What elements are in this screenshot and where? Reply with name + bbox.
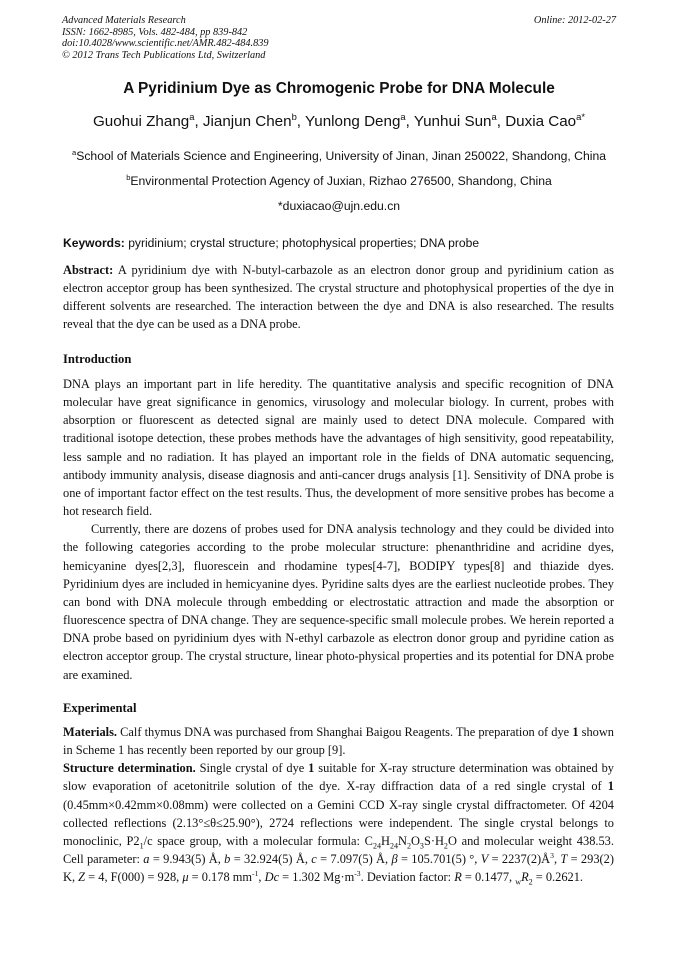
text-run: = 0.1477, (461, 870, 516, 885)
paper-title: A Pyridinium Dye as Chromogenic Probe for DNA Molecule (123, 80, 555, 97)
author-name: Jianjun Chen (202, 113, 292, 130)
materials-label: Materials. (63, 725, 118, 739)
subscript: 1 (139, 841, 144, 851)
superscript: 3 (550, 850, 554, 860)
author-name: Yunhui Sun (413, 113, 492, 130)
online-date: Online: 2012-02-27 (533, 15, 616, 26)
issn-line: ISSN: 1662-8985, Vols. 482-484, pp 839-842 (62, 26, 248, 38)
structure-paragraph (63, 759, 614, 886)
text-run: = 2237(2)Å (488, 852, 551, 867)
affiliation-a (0, 149, 678, 163)
text-run: = 9.943(5) Å, (149, 852, 225, 867)
symbol: b (224, 852, 231, 867)
subscript: 2 (443, 841, 448, 851)
paragraph: DNA plays an important part in life heredity. The quantitative analysis and specific recognition of DNA molecular have great significance in genomics, virusology and molecular biology. In current, probes with absorption or fluorescent as detected signal are mainly used to detect DNA molecule. Compared with traditional isotope detection, these probes methods have the advantages of high sensitivity, good repeatability, less sample and no radiation. It has played an important role in the fields of DNA automatic sequencing, antibody immunity analysis, disease diagnosis and anti-cancer drugs analysis [1]. Sensitivity of DNA probe is one of important factor effect on the test results. Thus, the development of more sensitive probes has become a hot research field. (63, 377, 614, 519)
author-separator: , (194, 113, 203, 130)
affiliation-text: School of Materials Science and Engineering, University of Jinan, Jinan 250022, Shandong, China (76, 149, 606, 163)
author-name: Yunlong Deng (304, 113, 401, 130)
keywords-text: pyridinium; crystal structure; photophysical properties; DNA probe (124, 236, 480, 250)
abstract-label: Abstract: (63, 263, 114, 277)
symbol: R (521, 870, 529, 885)
text-run: = 4, F(000) = 928, (85, 870, 183, 885)
affiliation-b (0, 174, 678, 188)
author-separator: , (405, 113, 414, 130)
paragraph: Currently, there are dozens of probes used for DNA analysis technology and they could be divided into the following categories according to the probe molecular structure: phenanthridine and acridine dyes, hemicyanine dyes[2,3], fluorescein and rhodamine types[4-7], BODIPY types[8] and thiazide dyes. Pyridinium dyes are included in hemicyanine dyes. Pyridine salts dyes are the earliest nucleotide probes. They can bond with DNA molecule through embedding or electrostatic attraction and made the absorption or fluorescence spectra of DNA change. They are sequence-specific small molecule probes. We herein reported a DNA probe based on pyridinium dyes with N-ethyl carbazole as electron donor group and pyridine cation as electron acceptor group. The crystal structure, linear photo-physical properties and its potential for DNA probe are examined. (63, 522, 614, 682)
author-affiliation-mark: b (291, 110, 297, 122)
subscript: 24 (389, 841, 398, 851)
affiliation-text: Environmental Protection Agency of Juxian, Rizhao 276500, Shandong, China (130, 174, 552, 188)
text-run: /c space group, with a molecular formula: C (143, 833, 373, 848)
superscript: -3 (354, 869, 361, 879)
text-run: Calf thymus DNA was purchased from Shanghai Baigou Reagents. The preparation of dye (117, 725, 573, 739)
text-run: , (553, 852, 561, 867)
abstract (63, 261, 614, 334)
text-run: S·H (423, 833, 444, 848)
author-affiliation-mark: a* (576, 110, 586, 122)
experimental-body (63, 723, 614, 886)
materials-paragraph (63, 723, 614, 759)
section-heading-experimental: Experimental (63, 701, 137, 715)
text-run: O (410, 833, 420, 848)
symbol: a (143, 852, 150, 867)
text-run: O and molecular weight 438.53. Cell parameter: (63, 833, 614, 867)
text-run: = 32.924(5) Å, (230, 852, 312, 867)
compound-number: 1 (572, 725, 579, 739)
author-affiliation-mark: a (491, 110, 497, 122)
affiliation-mark: b (126, 172, 131, 182)
copyright-line: © 2012 Trans Tech Publications Ltd, Switzerland (62, 49, 266, 61)
corresponding-email[interactable]: *duxiacao@ujn.edu.cn (277, 199, 401, 213)
affiliation-mark: a (71, 147, 77, 157)
symbol: β (391, 852, 398, 867)
text-run: shown in Scheme 1 has recently been reported by our group [9]. (63, 725, 614, 758)
text-run: suitable for X-ray structure determination was obtained by slow evaporation of acetonitrile solution of the dye. X-ray diffraction data of a red single crystal of (63, 761, 614, 794)
journal-header (62, 15, 269, 61)
subscript: 3 (419, 841, 424, 851)
abstract-text: A pyridinium dye with N-butyl-carbazole as an electron donor group and pyridinium cation as electron acceptor group has been synthesized. The crystal structure and photophysical properties of the dye in different solvents are researched. The interaction between the dye and DNA is also researched. The results reveal that the dye can be used as a DNA probe. (63, 263, 614, 332)
text-run: = 7.097(5) Å, (316, 852, 392, 867)
text-run: . Deviation factor: (360, 870, 455, 885)
introduction-body (63, 375, 614, 684)
text-run: Single crystal of dye (195, 761, 309, 776)
text-run: = 0.2621. (532, 870, 584, 885)
symbol: c (311, 852, 317, 867)
author-separator: , (296, 113, 305, 130)
compound-number: 1 (607, 779, 614, 794)
text-run: = 1.302 Mg·m (279, 870, 355, 885)
structure-label: Structure determination. (63, 761, 196, 776)
author-name: Guohui Zhang (92, 113, 190, 130)
symbol: T (560, 852, 568, 867)
keywords-label: Keywords: (63, 236, 125, 250)
subscript: 24 (372, 841, 381, 851)
text-run: = 0.178 mm (188, 870, 253, 885)
subscript: w (515, 877, 522, 887)
text-run: = 105.701(5) °, (397, 852, 481, 867)
keywords (63, 236, 479, 250)
section-heading-introduction: Introduction (63, 352, 132, 366)
symbol: Z (78, 870, 86, 885)
symbol: μ (182, 870, 189, 885)
subscript: 2 (406, 841, 411, 851)
text-run: , (258, 870, 265, 885)
author-affiliation-mark: a (189, 110, 195, 122)
compound-number: 1 (308, 761, 315, 776)
symbol: V (480, 852, 489, 867)
author-name: Duxia Cao (505, 113, 577, 130)
text-run: (0.45mm×0.42mm×0.08mm) were collected on a Gemini CCD X-ray single crystal diffractometer. Of 4204 collected reflections (2.13°≤θ≤25.90°), 2724 reflections were independent. The single crystal belongs to monoclinic, P2 (63, 797, 614, 848)
text-run: N (397, 833, 407, 848)
author-affiliation-mark: a (400, 110, 406, 122)
text-run: = 293(2) K, (63, 852, 614, 885)
doi-line: doi:10.4028/www.scientific.net/AMR.482-484.839 (62, 38, 269, 50)
symbol: R (454, 870, 462, 885)
text-run: H (380, 833, 390, 848)
subscript: 2 (528, 877, 533, 887)
author-list (0, 110, 678, 130)
superscript: -1 (252, 869, 259, 879)
symbol: Dc (264, 870, 280, 885)
journal-name: Advanced Materials Research (62, 15, 186, 26)
author-separator: , (496, 113, 506, 130)
